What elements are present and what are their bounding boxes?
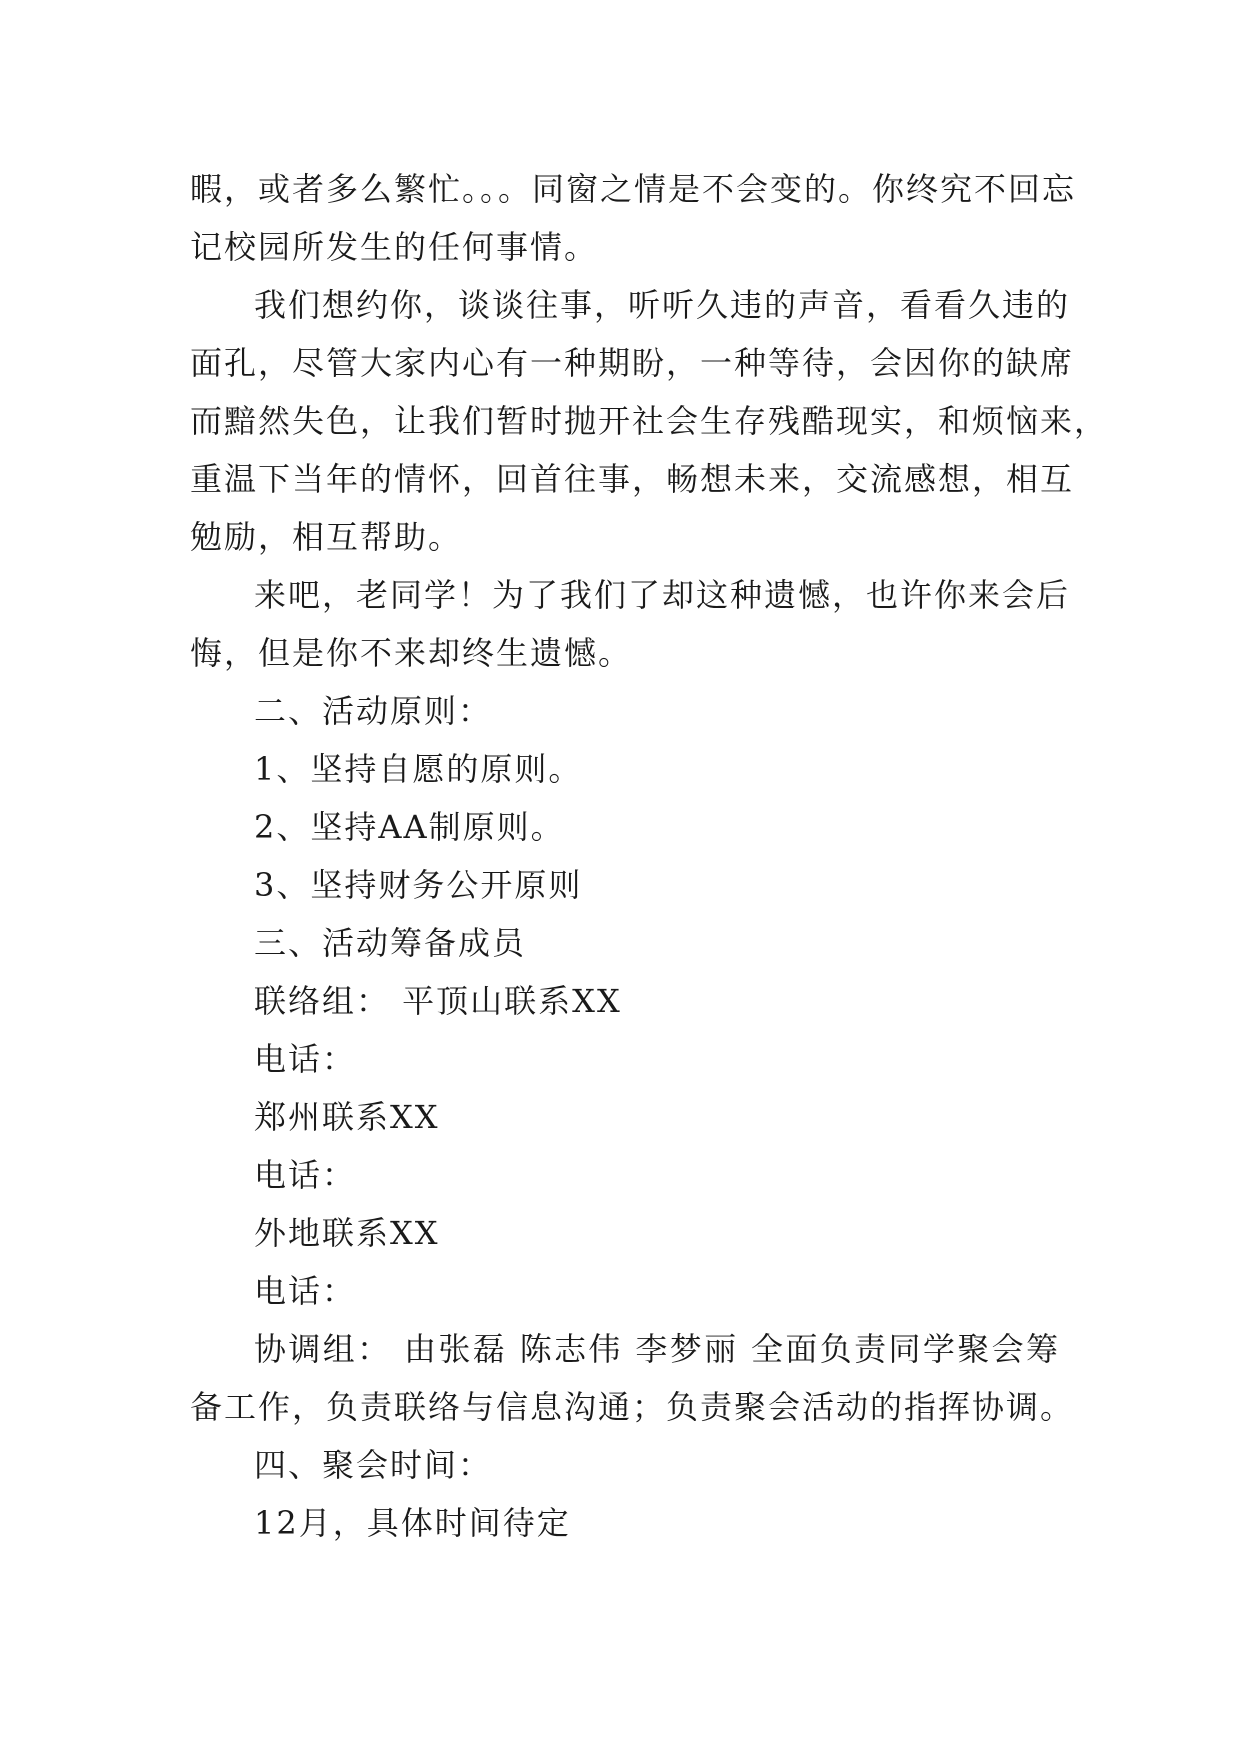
paragraph-line: 记校园所发生的任何事情。 xyxy=(190,228,599,266)
paragraph-line: 我们想约你，谈谈往事，听听久违的声音，看看久违的 xyxy=(254,286,1071,324)
list-item: 1、坚持自愿的原则。 xyxy=(254,750,583,788)
paragraph-line: 面孔，尽管大家内心有一种期盼，一种等待，会因你的缺席 xyxy=(190,344,1075,382)
paragraph-line: 来吧，老同学！为了我们了却这种遗憾，也许你来会后 xyxy=(254,576,1071,614)
paragraph-line: 暇，或者多么繁忙。。。同窗之情是不会变的。你终究不回忘 xyxy=(190,170,1077,208)
paragraph-line: 备工作，负责联络与信息沟通；负责聚会活动的指挥协调。 xyxy=(190,1388,1075,1426)
contact-line: 外地联系XX xyxy=(254,1214,440,1252)
paragraph-line: 悔，但是你不来却终生遗憾。 xyxy=(190,634,633,672)
phone-label: 电话： xyxy=(254,1156,357,1194)
phone-label: 电话： xyxy=(254,1272,357,1310)
list-item: 2、坚持AA制原则。 xyxy=(254,808,565,846)
section-heading: 四、聚会时间： xyxy=(254,1446,493,1484)
paragraph-line: 重温下当年的情怀，回首往事，畅想未来，交流感想，相互 xyxy=(190,460,1075,498)
contact-line: 联络组： 平顶山联系XX xyxy=(254,982,622,1020)
section-heading: 三、活动筹备成员 xyxy=(254,924,527,962)
section-heading: 二、活动原则： xyxy=(254,692,493,730)
phone-label: 电话： xyxy=(254,1040,357,1078)
list-item: 3、坚持财务公开原则 xyxy=(254,866,583,904)
paragraph-line: 而黯然失色，让我们暂时抛开社会生存残酷现实，和烦恼来， xyxy=(190,402,1109,440)
paragraph-line: 协调组： 由张磊 陈志伟 李梦丽 全面负责同学聚会筹 xyxy=(254,1330,1060,1368)
contact-line: 郑州联系XX xyxy=(254,1098,440,1136)
paragraph-line: 12月，具体时间待定 xyxy=(254,1504,571,1542)
document-body xyxy=(190,160,1109,1552)
paragraph-line: 勉励，相互帮助。 xyxy=(190,518,463,556)
